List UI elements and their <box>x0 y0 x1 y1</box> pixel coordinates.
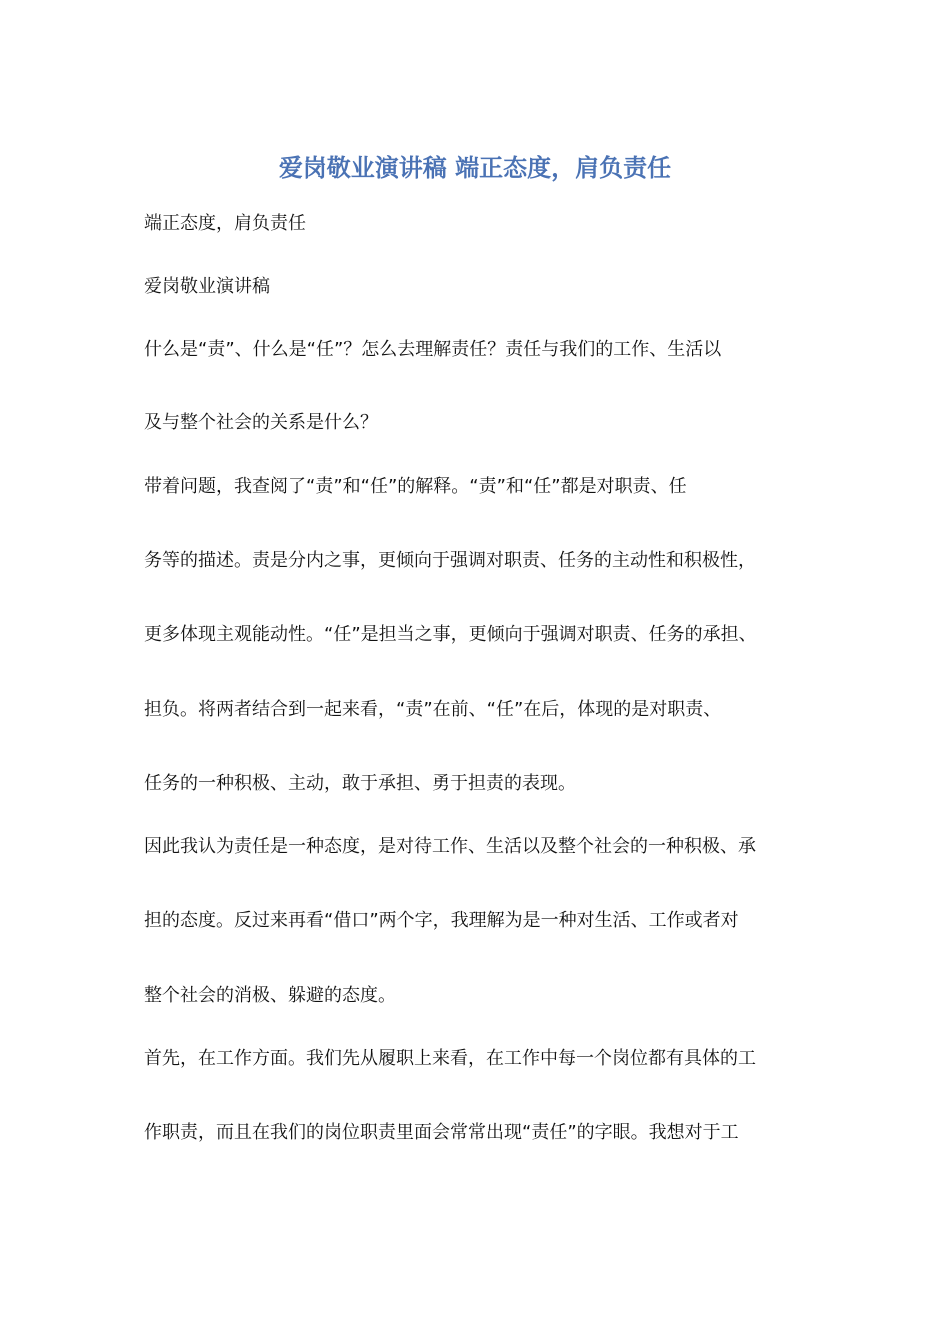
paragraph-line: 什么是“责”、什么是“任”？怎么去理解责任？责任与我们的工作、生活以 <box>144 339 722 360</box>
paragraph-line: 更多体现主观能动性。“任”是担当之事，更倾向于强调对职责、任务的承担、 <box>144 624 757 645</box>
paragraph-line: 作职责，而且在我们的岗位职责里面会常常出现“责任”的字眼。我想对于工 <box>144 1122 739 1143</box>
paragraph-line: 任务的一种积极、主动，敢于承担、勇于担责的表现。 <box>144 773 576 794</box>
paragraph-line: 及与整个社会的关系是什么？ <box>144 412 378 433</box>
subtitle-line: 爱岗敬业演讲稿 <box>144 276 270 297</box>
paragraph-line: 带着问题，我查阅了“责”和“任”的解释。“责”和“任”都是对职责、任 <box>144 476 687 497</box>
paragraph-line: 因此我认为责任是一种态度，是对待工作、生活以及整个社会的一种积极、承 <box>144 836 756 857</box>
document-title: 爱岗敬业演讲稿 端正态度，肩负责任 <box>278 153 672 182</box>
subtitle-line: 端正态度，肩负责任 <box>144 213 306 234</box>
paragraph-line: 担负。将两者结合到一起来看，“责”在前、“任”在后，体现的是对职责、 <box>144 699 722 720</box>
paragraph-line: 务等的描述。责是分内之事，更倾向于强调对职责、任务的主动性和积极性， <box>144 550 756 571</box>
paragraph-line: 整个社会的消极、躲避的态度。 <box>144 985 396 1006</box>
paragraph-line: 首先，在工作方面。我们先从履职上来看，在工作中每一个岗位都有具体的工 <box>144 1048 756 1069</box>
paragraph-line: 担的态度。反过来再看“借口”两个字，我理解为是一种对生活、工作或者对 <box>144 910 739 931</box>
